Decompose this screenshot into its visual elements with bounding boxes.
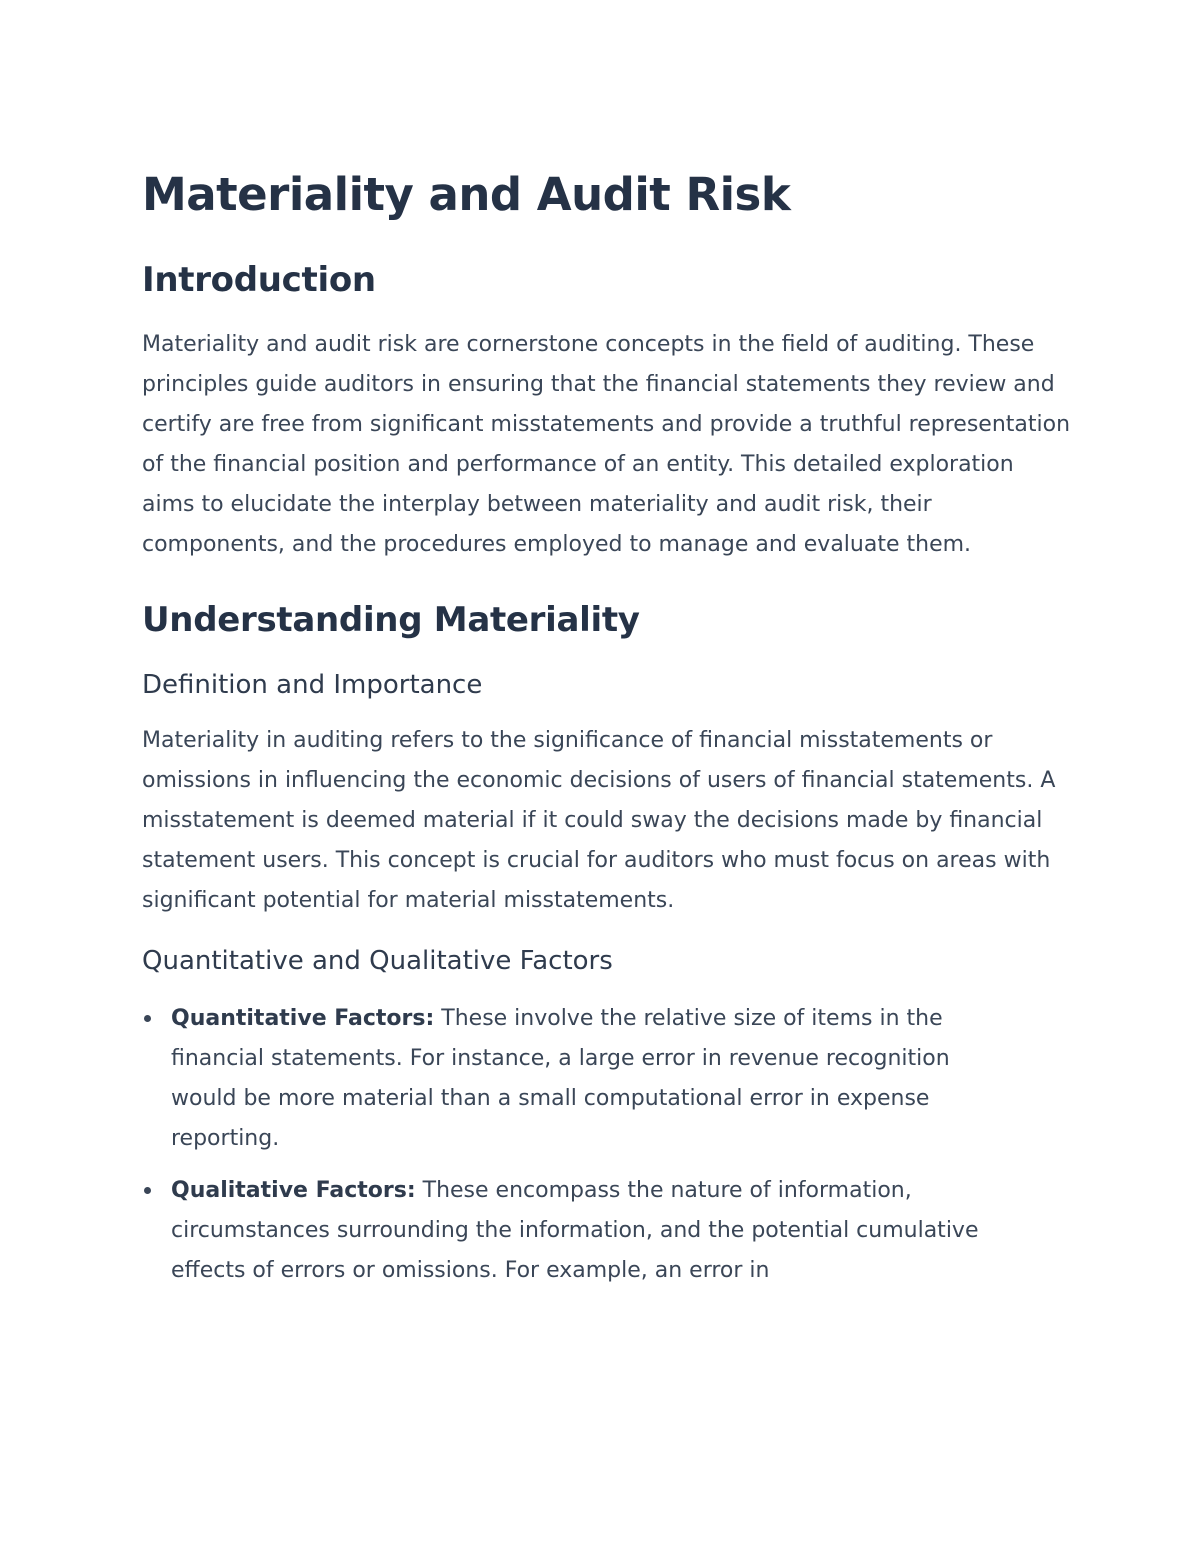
subheading-definition-and-importance: Definition and Importance — [142, 670, 483, 700]
list-item-text: These involve the relative size of items in the financial statements. For instance, a large error in revenue recognition would be more material than a small computational error in expense reporting. — [171, 1006, 950, 1151]
document-page — [142, 160, 1072, 1291]
section-heading-introduction: Introduction — [142, 260, 376, 300]
document-title: Materiality and Audit Risk — [142, 168, 791, 221]
factors-list — [142, 999, 1022, 1291]
list-item-text: These encompass the nature of information, circumstances surrounding the information, and the potential cumulative effects of errors or omissions. For example, an error in — [171, 1178, 979, 1283]
bullet-icon — [144, 1015, 151, 1022]
subheading-quantitative-qualitative-factors: Quantitative and Qualitative Factors — [142, 946, 613, 976]
list-item-term: Qualitative Factors: — [171, 1178, 416, 1203]
bullet-icon — [144, 1187, 151, 1194]
list-item-term: Quantitative Factors: — [171, 1006, 435, 1031]
introduction-paragraph: Materiality and audit risk are cornerstone concepts in the field of auditing. These principles guide auditors in ensuring that the financial statements they review and certify are free from significant misstatements and provide a truthful representation of the financial position and performance of an entity. This detailed exploration aims to elucidate the interplay between materiality and audit risk, their components, and the procedures employed to manage and evaluate them. — [142, 332, 1071, 557]
section-heading-understanding-materiality: Understanding Materiality — [142, 600, 640, 640]
list-item — [142, 999, 1022, 1159]
list-item — [142, 1171, 1022, 1291]
definition-paragraph: Materiality in auditing refers to the significance of financial misstatements or omissions in influencing the economic decisions of users of financial statements. A misstatement is deemed material if it could sway the decisions made by financial statement users. This concept is crucial for auditors who must focus on areas with significant potential for material misstatements. — [142, 728, 1056, 913]
